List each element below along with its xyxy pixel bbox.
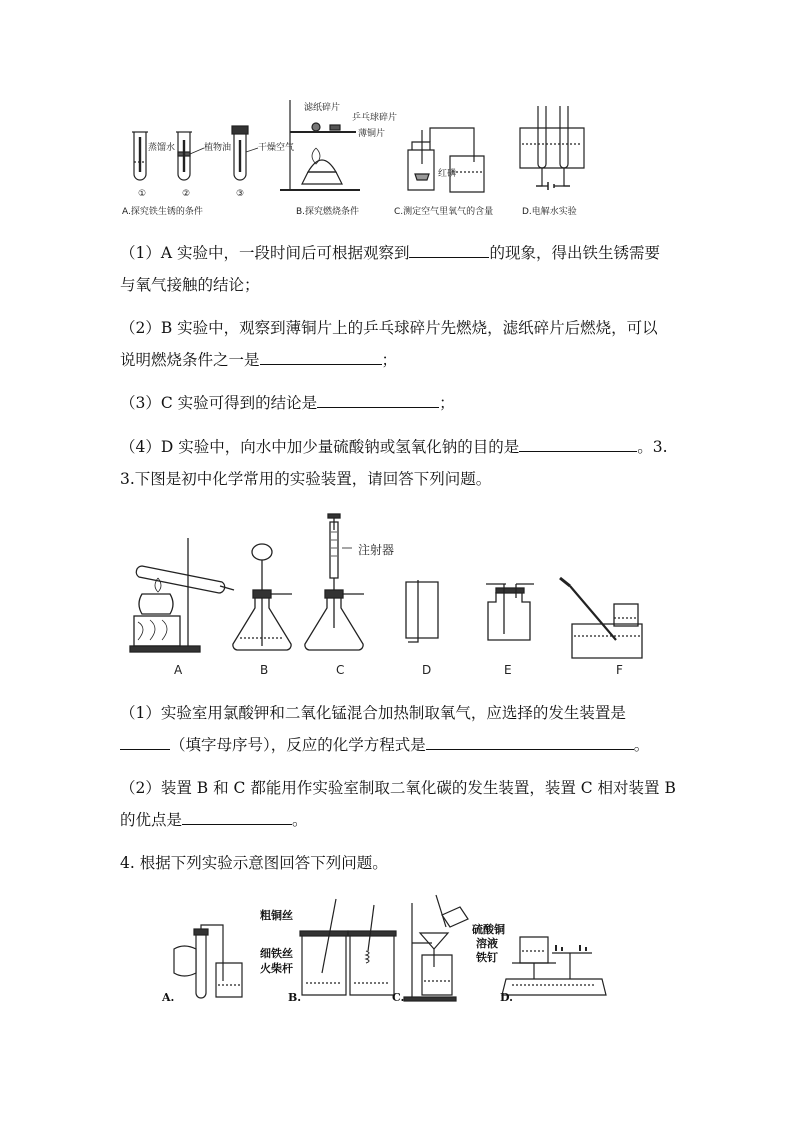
label-nail: 铁钉 <box>476 951 498 964</box>
blank-1[interactable] <box>409 243 489 258</box>
figure-1-experiments <box>120 92 600 222</box>
label-syringe: 注射器 <box>358 543 395 557</box>
label-tube-2: ② <box>182 189 191 199</box>
blank-5[interactable] <box>120 735 170 750</box>
q3-line1: （1）实验室用氯酸钾和二氧化锰混合加热制取氧气，应选择的发生装置是 <box>120 704 626 722</box>
label-dry-air: 干燥空气 <box>258 143 295 153</box>
caption-a: A.探究铁生锈的条件 <box>122 207 203 217</box>
caption-d: D. <box>500 991 513 1004</box>
q2-line1: （1）A 实验中，一段时间后可根据观察到 的现象，得出铁生锈需要 <box>120 244 660 262</box>
q3-line3: （2）装置 B 和 C 都能用作实验室制取二氧化碳的发生装置，装置 C 相对装置 B <box>120 779 676 797</box>
figure-3-experiments <box>160 893 620 1005</box>
apparatus-d-bottle <box>406 580 438 642</box>
caption-a: A. <box>162 991 175 1004</box>
q2-line4: （4）D 实验中，向水中加少量硫酸钠或氢氧化钠的目的是 。3. <box>120 438 668 456</box>
label-filter-paper: 滤纸碎片 <box>304 103 341 113</box>
apparatus-c <box>404 895 468 1001</box>
label-iron-wire: 细铁丝 <box>260 947 293 960</box>
apparatus-f-trough <box>560 578 642 658</box>
q3-title: 3.下图是初中化学常用的实验装置，请回答下列问题。 <box>120 470 492 488</box>
label-pingpong: 乒乓球碎片 <box>352 113 398 123</box>
apparatus-c <box>408 128 484 192</box>
apparatus-e-bottle <box>486 584 534 640</box>
letter-f: F <box>616 663 623 677</box>
apparatus-a <box>130 538 234 652</box>
tube-2 <box>176 132 204 180</box>
blank-4[interactable] <box>519 437 637 452</box>
tube-3 <box>232 126 258 180</box>
q3-line2: （填字母序号），反应的化学方程式是 。 <box>120 735 649 755</box>
q2-line3: （3）C 实验可得到的结论是 ； <box>120 394 455 412</box>
q2-line2: （2）B 实验中，观察到薄铜片上的乒乓球碎片先燃烧，滤纸碎片后燃烧，可以 <box>120 319 658 337</box>
blank-2[interactable] <box>260 350 382 365</box>
apparatus-d <box>520 106 584 190</box>
label-copper-sheet: 薄铜片 <box>358 129 386 139</box>
label-veg-oil: 植物油 <box>204 143 232 153</box>
blank-7[interactable] <box>182 810 292 825</box>
label-tube-3: ③ <box>236 189 245 199</box>
caption-c: C. <box>392 991 405 1004</box>
q2-line2b: 说明燃烧条件之一是 ； <box>120 351 398 369</box>
apparatus-a <box>174 925 242 998</box>
apparatus-b <box>300 899 396 995</box>
letter-b: B <box>260 663 269 677</box>
label-tube-1: ① <box>138 189 147 199</box>
caption-c: C.测定空气里氧气的含量 <box>394 207 494 217</box>
letter-a: A <box>174 663 183 677</box>
apparatus-d <box>502 937 606 995</box>
apparatus-c-flask <box>305 514 364 650</box>
label-solution: 溶液 <box>476 937 498 950</box>
caption-b: B.探究燃烧条件 <box>296 207 360 217</box>
label-cuso4: 硫酸铜 <box>472 923 505 936</box>
letter-e: E <box>504 663 512 677</box>
label-distilled-water: 蒸馏水 <box>148 143 176 153</box>
letter-d: D <box>422 663 432 677</box>
blank-3[interactable] <box>317 393 439 408</box>
apparatus-b-flask <box>233 544 292 650</box>
caption-b: B. <box>288 991 302 1004</box>
figure-2-apparatus <box>120 508 660 680</box>
caption-d: D.电解水实验 <box>522 207 577 217</box>
label-match: 火柴杆 <box>260 962 293 975</box>
q4-title: 4. 根据下列实验示意图回答下列问题。 <box>120 854 388 872</box>
label-red-phosphorus: 红磷 <box>438 169 457 179</box>
blank-6[interactable] <box>426 735 634 750</box>
q2-line1c: 与氧气接触的结论； <box>120 276 260 294</box>
q3-line4: 的优点是 。 <box>120 811 308 829</box>
tube-1 <box>132 132 148 180</box>
letter-c: C <box>336 663 345 677</box>
label-copper-wire: 粗铜丝 <box>260 909 293 922</box>
